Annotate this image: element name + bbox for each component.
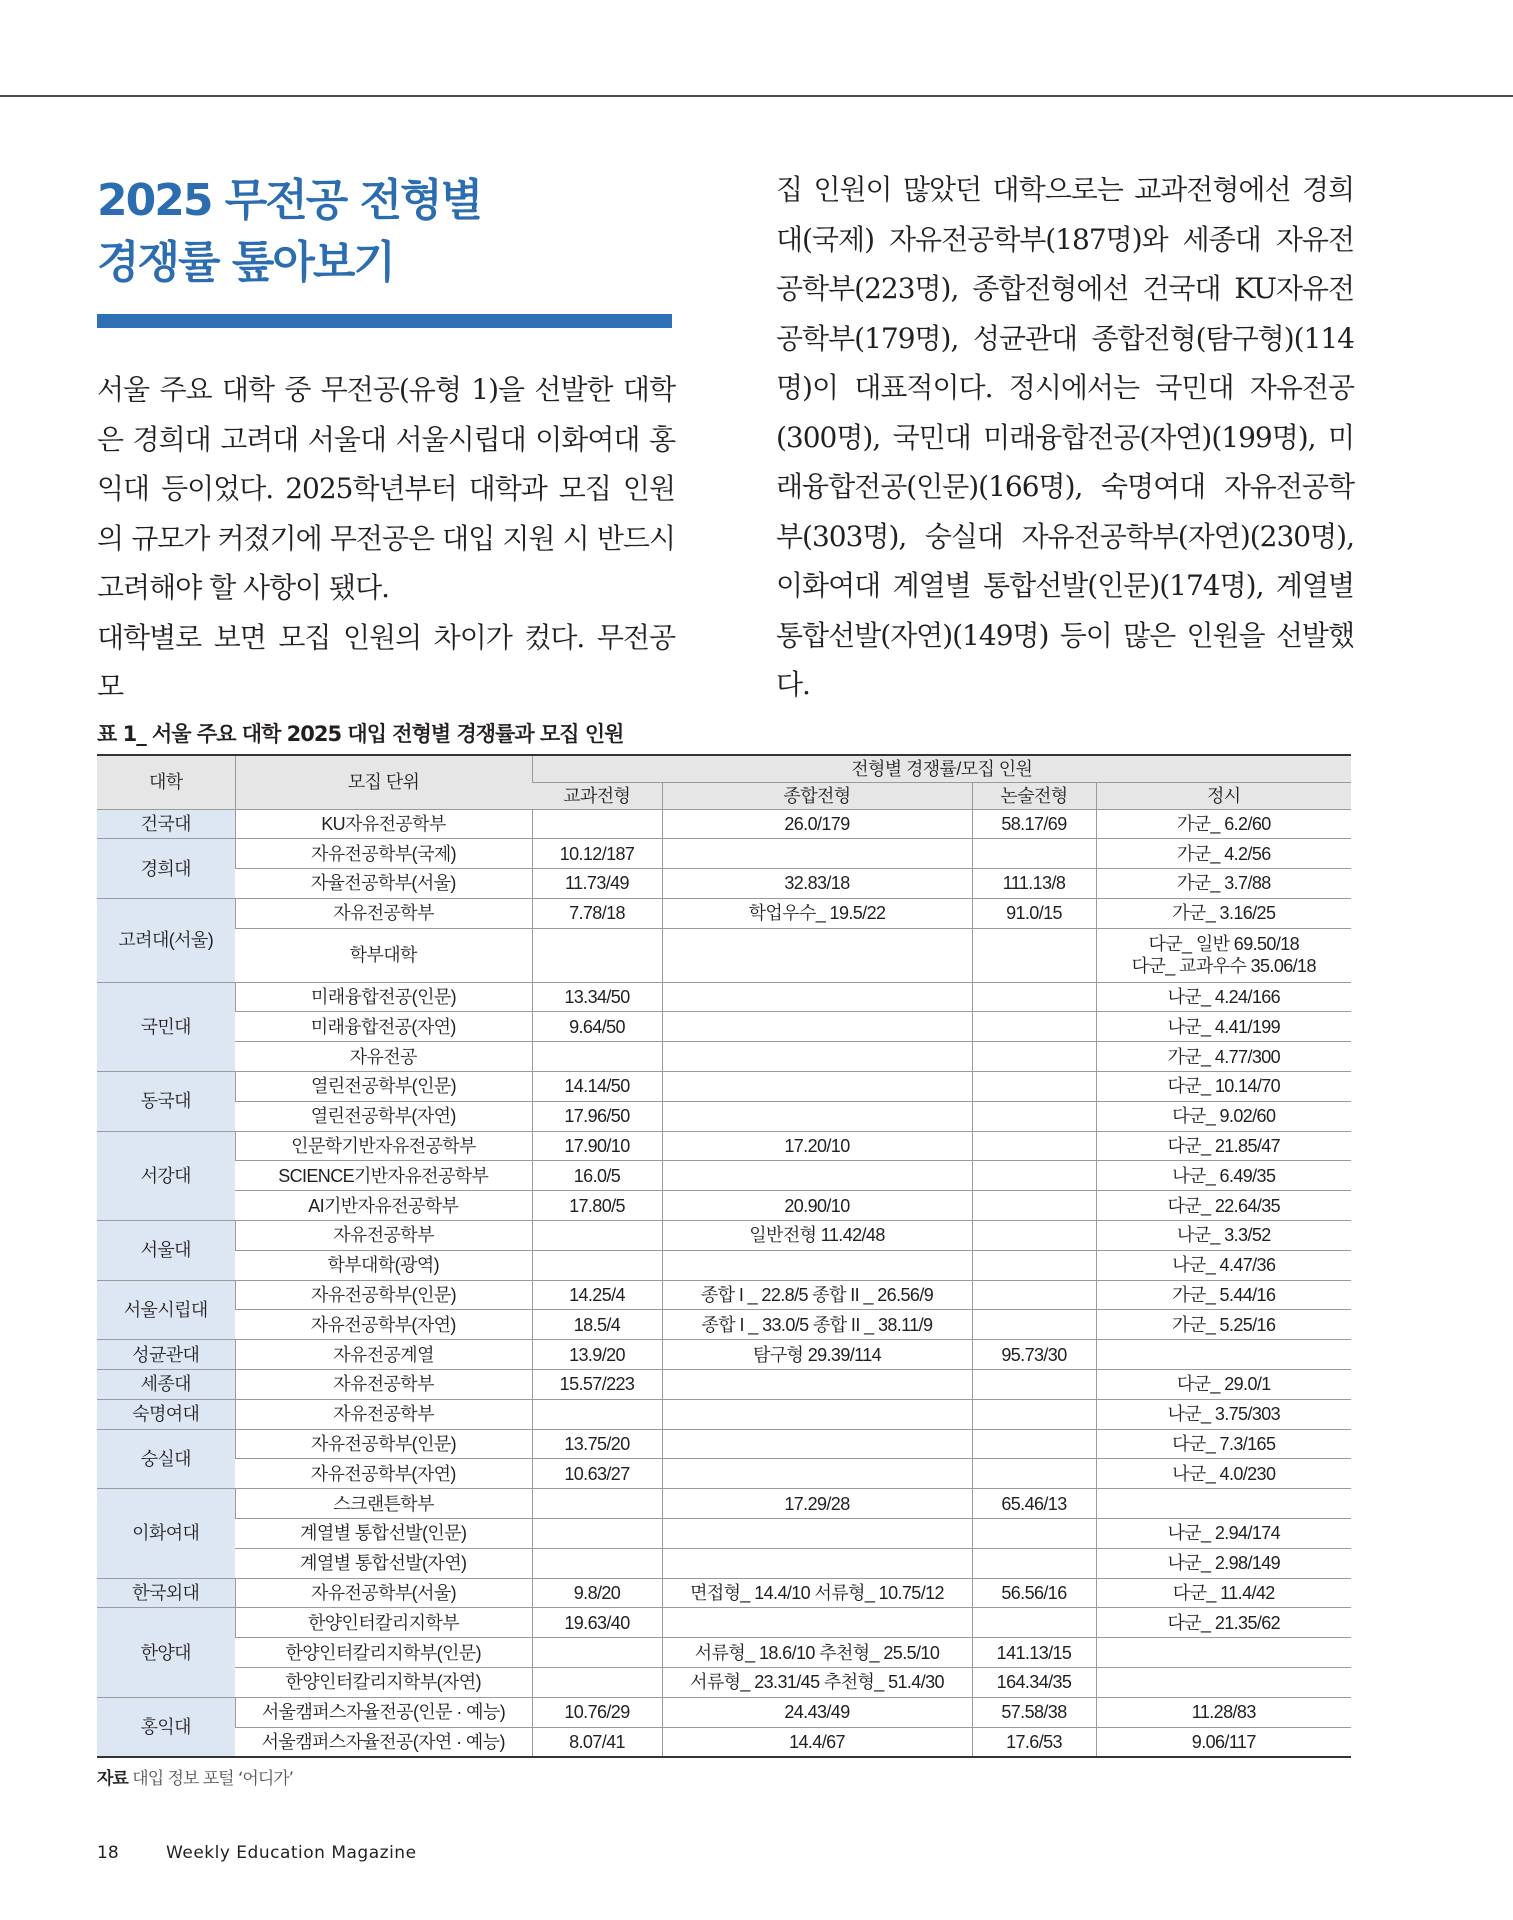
- cell-value: 20.90/10: [662, 1191, 972, 1221]
- cell-value: 10.76/29: [532, 1697, 662, 1727]
- table-row: [97, 928, 1351, 982]
- table-row: [97, 1608, 1351, 1638]
- body-paragraph: 서울 주요 대학 중 무전공(유형 1)을 선발한 대학은 경희대 고려대 서울대 서울시립대 이화여대 홍익대 등이었다. 2025학년부터 대학과 모집 인원의 규모가 커졌기에 무전공은 대입 지원 시 반드시 고려해야 할 사항이 됐다.: [97, 373, 675, 604]
- cell-value: 서류형_ 18.6/10 추천형_ 25.5/10: [662, 1638, 972, 1668]
- table-row: [97, 1578, 1351, 1608]
- cell-value: 나군_ 4.47/36: [1096, 1250, 1351, 1280]
- cell-univ: 서강대: [97, 1131, 235, 1220]
- table-row: [97, 982, 1351, 1012]
- cell-value: 11.73/49: [532, 869, 662, 899]
- cell-value: 8.07/41: [532, 1727, 662, 1757]
- cell-unit: 학부대학: [235, 928, 532, 982]
- cell-value: 164.34/35: [972, 1668, 1096, 1698]
- competition-table: [97, 754, 1351, 1758]
- header-col-jeongsi: 정시: [1096, 782, 1351, 809]
- cell-value: 다군_ 11.4/42: [1096, 1578, 1351, 1608]
- cell-value: [662, 1459, 972, 1489]
- cell-univ: 고려대(서울): [97, 898, 235, 982]
- cell-value: 26.0/179: [662, 809, 972, 839]
- cell-univ: 세종대: [97, 1370, 235, 1400]
- cell-value: [662, 982, 972, 1012]
- cell-value: [972, 1101, 1096, 1131]
- cell-value: [662, 1250, 972, 1280]
- cell-univ: 이화여대: [97, 1489, 235, 1578]
- cell-unit: 한양인터칼리지학부(자연): [235, 1668, 532, 1698]
- cell-value: 나군_ 2.94/174: [1096, 1519, 1351, 1549]
- cell-value: 가군_ 5.25/16: [1096, 1310, 1351, 1340]
- cell-value: [532, 1250, 662, 1280]
- cell-value: [972, 1370, 1096, 1400]
- header-group: 전형별 경쟁률/모집 인원: [532, 755, 1351, 782]
- cell-value: 11.28/83: [1096, 1697, 1351, 1727]
- cell-value: 다군_ 22.64/35: [1096, 1191, 1351, 1221]
- cell-unit: 자유전공학부(국제): [235, 839, 532, 869]
- table-row: [97, 1340, 1351, 1370]
- cell-value: [532, 1668, 662, 1698]
- body-column-left: [97, 365, 675, 712]
- cell-line: 다군_ 교과우수 35.06/18: [1131, 956, 1316, 977]
- body-column-right: [776, 165, 1354, 710]
- cell-unit: 자유전공학부: [235, 1370, 532, 1400]
- cell-value: 19.63/40: [532, 1608, 662, 1638]
- cell-value: 111.13/8: [972, 869, 1096, 899]
- cell-value: 58.17/69: [972, 809, 1096, 839]
- cell-unit: 자율전공학부(서울): [235, 869, 532, 899]
- cell-value: [972, 1399, 1096, 1429]
- cell-value: 95.73/30: [972, 1340, 1096, 1370]
- cell-value: [532, 1548, 662, 1578]
- cell-value: 탐구형 29.39/114: [662, 1340, 972, 1370]
- cell-value: [972, 1161, 1096, 1191]
- cell-value: 가군_ 3.7/88: [1096, 869, 1351, 899]
- cell-value: 가군_ 6.2/60: [1096, 809, 1351, 839]
- cell-unit: 자유전공계열: [235, 1340, 532, 1370]
- cell-value: [532, 1489, 662, 1519]
- cell-value: [532, 1221, 662, 1251]
- table-row: [97, 1519, 1351, 1549]
- cell-univ: 동국대: [97, 1072, 235, 1132]
- table-row: [97, 809, 1351, 839]
- cell-value: [1096, 1638, 1351, 1668]
- header-univ: 대학: [97, 755, 235, 809]
- cell-value: 15.57/223: [532, 1370, 662, 1400]
- cell-value: 17.96/50: [532, 1101, 662, 1131]
- cell-unit: 열린전공학부(자연): [235, 1101, 532, 1131]
- table-row: [97, 1280, 1351, 1310]
- cell-value: 다군_ 9.02/60: [1096, 1101, 1351, 1131]
- table-row: [97, 1548, 1351, 1578]
- cell-value: [662, 1161, 972, 1191]
- source-note: [97, 1764, 293, 1789]
- cell-value: 가군_ 5.44/16: [1096, 1280, 1351, 1310]
- cell-unit: 자유전공학부: [235, 898, 532, 928]
- header-col-nonsul: 논술전형: [972, 782, 1096, 809]
- cell-value: 일반전형 11.42/48: [662, 1221, 972, 1251]
- cell-value: 13.34/50: [532, 982, 662, 1012]
- cell-value: [972, 1250, 1096, 1280]
- cell-value: [972, 1429, 1096, 1459]
- source-text: 대입 정보 포털 ‘어디가’: [132, 1769, 294, 1789]
- cell-value: 17.80/5: [532, 1191, 662, 1221]
- cell-value: [972, 1072, 1096, 1102]
- table-row: [97, 869, 1351, 899]
- cell-value: 다군_ 21.85/47: [1096, 1131, 1351, 1161]
- cell-value: 13.75/20: [532, 1429, 662, 1459]
- cell-value: 16.0/5: [532, 1161, 662, 1191]
- cell-value: [972, 928, 1096, 982]
- cell-value: 나군_ 6.49/35: [1096, 1161, 1351, 1191]
- cell-value: 14.25/4: [532, 1280, 662, 1310]
- cell-value: 나군_ 4.0/230: [1096, 1459, 1351, 1489]
- cell-value: 가군_ 3.16/25: [1096, 898, 1351, 928]
- cell-value: 14.4/67: [662, 1727, 972, 1757]
- cell-value: 7.78/18: [532, 898, 662, 928]
- article-headline: [97, 170, 677, 294]
- source-label: 자료: [97, 1769, 128, 1789]
- cell-unit: 자유전공학부(자연): [235, 1459, 532, 1489]
- cell-unit: 자유전공학부(자연): [235, 1310, 532, 1340]
- cell-univ: 서울시립대: [97, 1280, 235, 1340]
- cell-univ: 건국대: [97, 809, 235, 839]
- table-row: [97, 1697, 1351, 1727]
- cell-value: 57.58/38: [972, 1697, 1096, 1727]
- cell-unit: 자유전공학부(서울): [235, 1578, 532, 1608]
- cell-value: [662, 839, 972, 869]
- cell-value: 면접형_ 14.4/10 서류형_ 10.75/12: [662, 1578, 972, 1608]
- cell-value: 나군_ 2.98/149: [1096, 1548, 1351, 1578]
- cell-value: 65.46/13: [972, 1489, 1096, 1519]
- cell-value: 나군_ 4.24/166: [1096, 982, 1351, 1012]
- cell-value: 17.29/28: [662, 1489, 972, 1519]
- cell-value: 나군_ 3.75/303: [1096, 1399, 1351, 1429]
- cell-value: 32.83/18: [662, 869, 972, 899]
- cell-value: 서류형_ 23.31/45 추천형_ 51.4/30: [662, 1668, 972, 1698]
- cell-value: 17.20/10: [662, 1131, 972, 1161]
- cell-value: 다군_ 29.0/1: [1096, 1370, 1351, 1400]
- cell-unit: 계열별 통합선발(자연): [235, 1548, 532, 1578]
- cell-value: 다군_ 10.14/70: [1096, 1072, 1351, 1102]
- cell-value: [972, 1280, 1096, 1310]
- header-unit: 모집 단위: [235, 755, 532, 809]
- cell-univ: 숭실대: [97, 1429, 235, 1489]
- body-paragraph: 대학별로 보면 모집 인원의 차이가 컸다. 무전공 모: [97, 620, 675, 703]
- cell-value: 91.0/15: [972, 898, 1096, 928]
- cell-value: 다군_ 21.35/62: [1096, 1608, 1351, 1638]
- cell-value: [662, 1012, 972, 1042]
- cell-unit: 한양인터칼리지학부: [235, 1608, 532, 1638]
- cell-value: [662, 928, 972, 982]
- cell-value: [1096, 1340, 1351, 1370]
- cell-value: [972, 982, 1096, 1012]
- cell-value: [972, 1548, 1096, 1578]
- cell-value: 17.90/10: [532, 1131, 662, 1161]
- cell-value: 학업우수_ 19.5/22: [662, 898, 972, 928]
- cell-value: [972, 1131, 1096, 1161]
- cell-univ: 홍익대: [97, 1697, 235, 1757]
- cell-value: [532, 1399, 662, 1429]
- cell-value: [532, 809, 662, 839]
- cell-value: [662, 1072, 972, 1102]
- cell-value: [972, 839, 1096, 869]
- cell-unit: 스크랜튼학부: [235, 1489, 532, 1519]
- cell-unit: KU자유전공학부: [235, 809, 532, 839]
- cell-value: 다군_ 7.3/165: [1096, 1429, 1351, 1459]
- cell-unit: 한양인터칼리지학부(인문): [235, 1638, 532, 1668]
- cell-univ: 한양대: [97, 1608, 235, 1697]
- table-caption: 표 1_ 서울 주요 대학 2025 대입 전형별 경쟁률과 모집 인원: [97, 722, 624, 746]
- headline-line-2: 경쟁률 톺아보기: [97, 237, 394, 288]
- table-row: [97, 1370, 1351, 1400]
- table-row: [97, 839, 1351, 869]
- cell-univ: 성균관대: [97, 1340, 235, 1370]
- table-row: [97, 1727, 1351, 1757]
- cell-unit: 자유전공학부: [235, 1221, 532, 1251]
- cell-value: 가군_ 4.77/300: [1096, 1042, 1351, 1072]
- cell-unit: 자유전공학부(인문): [235, 1429, 532, 1459]
- table-row: [97, 1310, 1351, 1340]
- cell-value: 종합 I _ 22.8/5 종합 II _ 26.56/9: [662, 1280, 972, 1310]
- cell-univ: 국민대: [97, 982, 235, 1071]
- table-row: [97, 1668, 1351, 1698]
- cell-value: [1096, 1489, 1351, 1519]
- header-col-jonghap: 종합전형: [662, 782, 972, 809]
- cell-value: [662, 1399, 972, 1429]
- cell-unit: AI기반자유전공학부: [235, 1191, 532, 1221]
- cell-value: [662, 1042, 972, 1072]
- table-row: [97, 1191, 1351, 1221]
- table-row: [97, 1042, 1351, 1072]
- cell-value: 13.9/20: [532, 1340, 662, 1370]
- page-number: 18: [97, 1843, 119, 1863]
- table-row: [97, 1012, 1351, 1042]
- cell-value: 나군_ 4.41/199: [1096, 1012, 1351, 1042]
- cell-value: [532, 1042, 662, 1072]
- cell-univ: 숙명여대: [97, 1399, 235, 1429]
- table-row: [97, 1131, 1351, 1161]
- table-row: [97, 1638, 1351, 1668]
- cell-value: 18.5/4: [532, 1310, 662, 1340]
- cell-value: 17.6/53: [972, 1727, 1096, 1757]
- cell-unit: 열린전공학부(인문): [235, 1072, 532, 1102]
- cell-univ: 경희대: [97, 839, 235, 899]
- cell-value: [972, 1310, 1096, 1340]
- cell-value: [532, 1638, 662, 1668]
- cell-value: [662, 1548, 972, 1578]
- cell-value: [972, 1608, 1096, 1638]
- table-row: [97, 1221, 1351, 1251]
- table-row: [97, 1399, 1351, 1429]
- cell-value: 141.13/15: [972, 1638, 1096, 1668]
- table-row: [97, 898, 1351, 928]
- table-row: [97, 1250, 1351, 1280]
- cell-value: 24.43/49: [662, 1697, 972, 1727]
- cell-line: 다군_ 일반 69.50/18: [1148, 934, 1300, 955]
- cell-unit: 미래융합전공(인문): [235, 982, 532, 1012]
- cell-value: 나군_ 3.3/52: [1096, 1221, 1351, 1251]
- cell-value: [662, 1429, 972, 1459]
- table-row: [97, 1072, 1351, 1102]
- cell-value: [662, 1370, 972, 1400]
- headline-line-1: 2025 무전공 전형별: [97, 175, 482, 226]
- table-row: [97, 1489, 1351, 1519]
- cell-value: [972, 1191, 1096, 1221]
- cell-value: [532, 928, 662, 982]
- cell-value: [662, 1101, 972, 1131]
- cell-value: 10.63/27: [532, 1459, 662, 1489]
- cell-unit: 서울캠퍼스자율전공(자연 · 예능): [235, 1727, 532, 1757]
- cell-value: [532, 1519, 662, 1549]
- cell-value: [972, 1042, 1096, 1072]
- cell-value: [972, 1519, 1096, 1549]
- cell-univ: 서울대: [97, 1221, 235, 1281]
- top-rule: [0, 95, 1513, 97]
- page-footer: [97, 1843, 417, 1863]
- table-body: [97, 809, 1351, 1757]
- cell-unit: 자유전공학부(인문): [235, 1280, 532, 1310]
- cell-value: [1096, 928, 1351, 982]
- cell-unit: 서울캠퍼스자율전공(인문 · 예능): [235, 1697, 532, 1727]
- cell-value: [1096, 1668, 1351, 1698]
- cell-unit: SCIENCE기반자유전공학부: [235, 1161, 532, 1191]
- cell-unit: 인문학기반자유전공학부: [235, 1131, 532, 1161]
- cell-unit: 미래융합전공(자연): [235, 1012, 532, 1042]
- cell-univ: 한국외대: [97, 1578, 235, 1608]
- cell-value: 9.64/50: [532, 1012, 662, 1042]
- cell-value: 종합 I _ 33.0/5 종합 II _ 38.11/9: [662, 1310, 972, 1340]
- cell-value: [972, 1012, 1096, 1042]
- cell-value: [662, 1519, 972, 1549]
- cell-unit: 학부대학(광역): [235, 1250, 532, 1280]
- headline-accent-bar: [97, 314, 672, 328]
- cell-value: [972, 1221, 1096, 1251]
- table-row: [97, 1101, 1351, 1131]
- table-row: [97, 1161, 1351, 1191]
- header-col-gyogwa: 교과전형: [532, 782, 662, 809]
- magazine-name: Weekly Education Magazine: [166, 1843, 417, 1863]
- cell-unit: 계열별 통합선발(인문): [235, 1519, 532, 1549]
- cell-value: 56.56/16: [972, 1578, 1096, 1608]
- cell-value: [972, 1459, 1096, 1489]
- table-row: [97, 1459, 1351, 1489]
- cell-value: 9.8/20: [532, 1578, 662, 1608]
- body-paragraph: 집 인원이 많았던 대학으로는 교과전형에선 경희대(국제) 자유전공학부(187명)와 세종대 자유전공학부(223명), 종합전형에선 건국대 KU자유전공학부(179명), 성균관대 종합전형(탐구형)(114명)이 대표적이다. 정시에서는 국민대 자유전공(300명), 국민대 미래융합전공(자연)(199명), 미래융합전공(인문)(166명), 숙명여대 자유전공학부(303명), 숭실대 자유전공학부(자연)(230명), 이화여대 계열별 통합선발(인문)(174명), 계열별 통합선발(자연)(149명) 등이 많은 인원을 선발했다.: [776, 173, 1354, 701]
- cell-unit: 자유전공: [235, 1042, 532, 1072]
- cell-value: [662, 1608, 972, 1638]
- cell-value: 가군_ 4.2/56: [1096, 839, 1351, 869]
- cell-unit: 자유전공학부: [235, 1399, 532, 1429]
- table-row: [97, 1429, 1351, 1459]
- cell-value: 9.06/117: [1096, 1727, 1351, 1757]
- cell-value: 10.12/187: [532, 839, 662, 869]
- cell-value: 14.14/50: [532, 1072, 662, 1102]
